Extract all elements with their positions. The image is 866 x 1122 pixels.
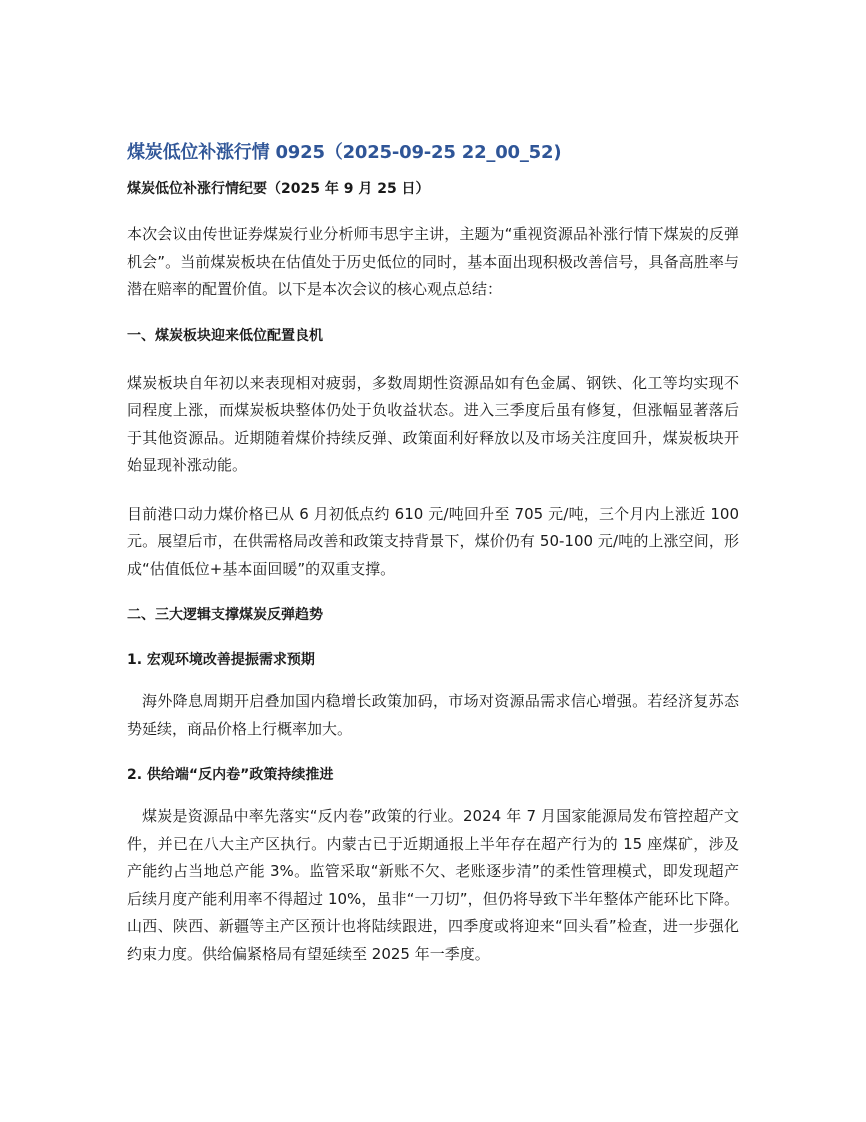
subsection-1-heading: 1. 宏观环境改善提振需求预期: [127, 652, 315, 668]
document-title: 煤炭低位补涨行情 0925（2025-09-25 22_00_52): [127, 142, 562, 163]
section-1-paragraph-1: 煤炭板块自年初以来表现相对疲弱，多数周期性资源品如有色金属、钢铁、化工等均实现不同程度上涨，而煤炭板块整体仍处于负收益状态。进入三季度后虽有修复，但涨幅显著落后于其他资源品。近期随着煤价持续反弹、政策面利好释放以及市场关注度回升，煤炭板块开始显现补涨动能。: [127, 373, 739, 474]
section-1-heading: 一、煤炭板块迎来低位配置良机: [127, 327, 323, 344]
intro-paragraph: 本次会议由传世证券煤炭行业分析师韦思宇主讲，主题为“重视资源品补涨行情下煤炭的反弹机会”。当前煤炭板块在估值处于历史低位的同时，基本面出现积极改善信号，具备高胜率与潜在赔率的配置价值。以下是本次会议的核心观点总结：: [127, 225, 739, 298]
document-subtitle: 煤炭低位补涨行情纪要（2025 年 9 月 25 日）: [127, 181, 430, 197]
subsection-2-paragraph: 煤炭是资源品中率先落实“反内卷”政策的行业。2024 年 7 月国家能源局发布管控超产文件，并已在八大主产区执行。内蒙古已于近期通报上半年存在超产行为的 15 座煤矿，涉及产能约占当地总产能 3%。监管采取“新账不欠、老账逐步清”的柔性管理模式，即发现超产后续月度产能利用率不得超过 10%，虽非“一刀切”，但仍将导致下半年整体产能环比下降。山西、陕西、新疆等主产区预计也将陆续跟进，四季度或将迎来“回头看”检查，进一步强化约束力度。供给偏紧格局有望延续至 2025 年一季度。: [127, 807, 739, 963]
document-body: [127, 140, 739, 989]
subsection-1-paragraph: 海外降息周期开启叠加国内稳增长政策加码，市场对资源品需求信心增强。若经济复苏态势延续，商品价格上行概率加大。: [127, 692, 739, 738]
section-2-heading: 二、三大逻辑支撑煤炭反弹趋势: [127, 607, 323, 623]
subsection-2-heading: 2. 供给端“反内卷”政策持续推进: [127, 767, 334, 783]
section-1-paragraph-2: 目前港口动力煤价格已从 6 月初低点约 610 元/吨回升至 705 元/吨，三个月内上涨近 100 元。展望后市，在供需格局改善和政策支持背景下，煤价仍有 50-100 元/吨的上涨空间，形成“估值低位+基本面回暖”的双重支撑。: [127, 504, 739, 578]
